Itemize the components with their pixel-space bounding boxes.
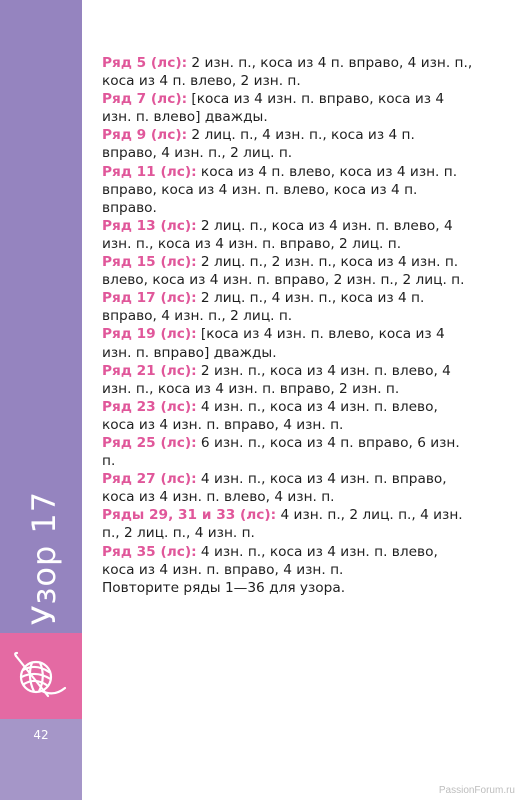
row-text: коса из 4 п. влево, коса из 4 изн. п. вправо, коса из 4 изн. п. влево, коса из 4 п. вправо. [102,163,458,216]
row-label: Ряд 11 (лс): [102,163,197,180]
pattern-row [102,325,474,361]
section-title: Узор 17 [25,490,63,626]
row-label: Ряд 19 (лс): [102,326,197,343]
row-text: 4 изн. п., коса из 4 изн. п. вправо, коса из 4 изн. п. влево, 4 изн. п. [102,471,447,506]
pattern-instructions [102,54,474,597]
row-label: Ряд 23 (лс): [102,398,197,415]
row-label: Ряд 13 (лс): [102,217,197,234]
row-text: 2 изн. п., коса из 4 изн. п. влево, 4 изн. п., коса из 4 изн. п. вправо, 2 изн. п. [102,362,451,397]
pattern-row [102,54,474,90]
row-text: 2 лиц. п., коса из 4 изн. п. влево, 4 изн. п., коса из 4 изн. п. вправо, 2 лиц. п. [102,217,453,252]
watermark: PassionForum.ru [438,785,515,796]
pattern-row [102,217,474,253]
page-number: 42 [33,728,49,742]
pattern-row [102,126,474,162]
row-text: 2 лиц. п., 2 изн. п., коса из 4 изн. п. влево, коса из 4 изн. п. вправо, 2 изн. п., 2 лиц. п. [102,254,465,289]
pattern-row [102,470,474,506]
pattern-row [102,163,474,217]
pattern-row [102,398,474,434]
yarn-ball-hook-icon [12,650,70,702]
pattern-row [102,289,474,325]
pattern-row [102,362,474,398]
row-label: Ряды 29, 31 и 33 (лс): [102,507,277,524]
row-label: Ряд 35 (лс): [102,543,197,560]
row-text: 4 изн. п., коса из 4 изн. п. влево, коса из 4 изн. п. вправо, 4 изн. п. [102,543,438,578]
row-text: [коса из 4 изн. п. вправо, коса из 4 изн. п. влево] дважды. [102,91,445,126]
pattern-row [102,90,474,126]
row-label: Ряд 25 (лс): [102,434,197,451]
pattern-row [102,543,474,579]
pattern-row [102,434,474,470]
row-label: Ряд 21 (лс): [102,362,197,379]
pattern-row [102,506,474,542]
row-text: 4 изн. п., коса из 4 изн. п. влево, коса из 4 изн. п. вправо, 4 изн. п. [102,398,438,433]
row-text: 2 лиц. п., 4 изн. п., коса из 4 п. вправо, 4 изн. п., 2 лиц. п. [102,127,415,162]
row-label: Ряд 15 (лс): [102,254,197,271]
row-text: [коса из 4 изн. п. влево, коса из 4 изн. п. вправо] дважды. [102,326,445,361]
row-label: Ряд 7 (лс): [102,91,188,108]
row-label: Ряд 9 (лс): [102,127,188,144]
row-text: 2 изн. п., коса из 4 п. вправо, 4 изн. п., коса из 4 п. влево, 2 изн. п. [102,55,473,90]
repeat-note: Повторите ряды 1—36 для узора. [102,579,346,596]
row-text: 4 изн. п., 2 лиц. п., 4 изн. п., 2 лиц. п., 4 изн. п. [102,507,463,542]
pattern-row [102,253,474,289]
row-label: Ряд 17 (лс): [102,290,197,307]
row-text: 6 изн. п., коса из 4 п. вправо, 6 изн. п. [102,434,460,470]
row-text: 2 лиц. п., 4 изн. п., коса из 4 п. вправо, 4 изн. п., 2 лиц. п. [102,290,425,325]
row-label: Ряд 27 (лс): [102,471,197,488]
row-label: Ряд 5 (лс): [102,55,188,71]
